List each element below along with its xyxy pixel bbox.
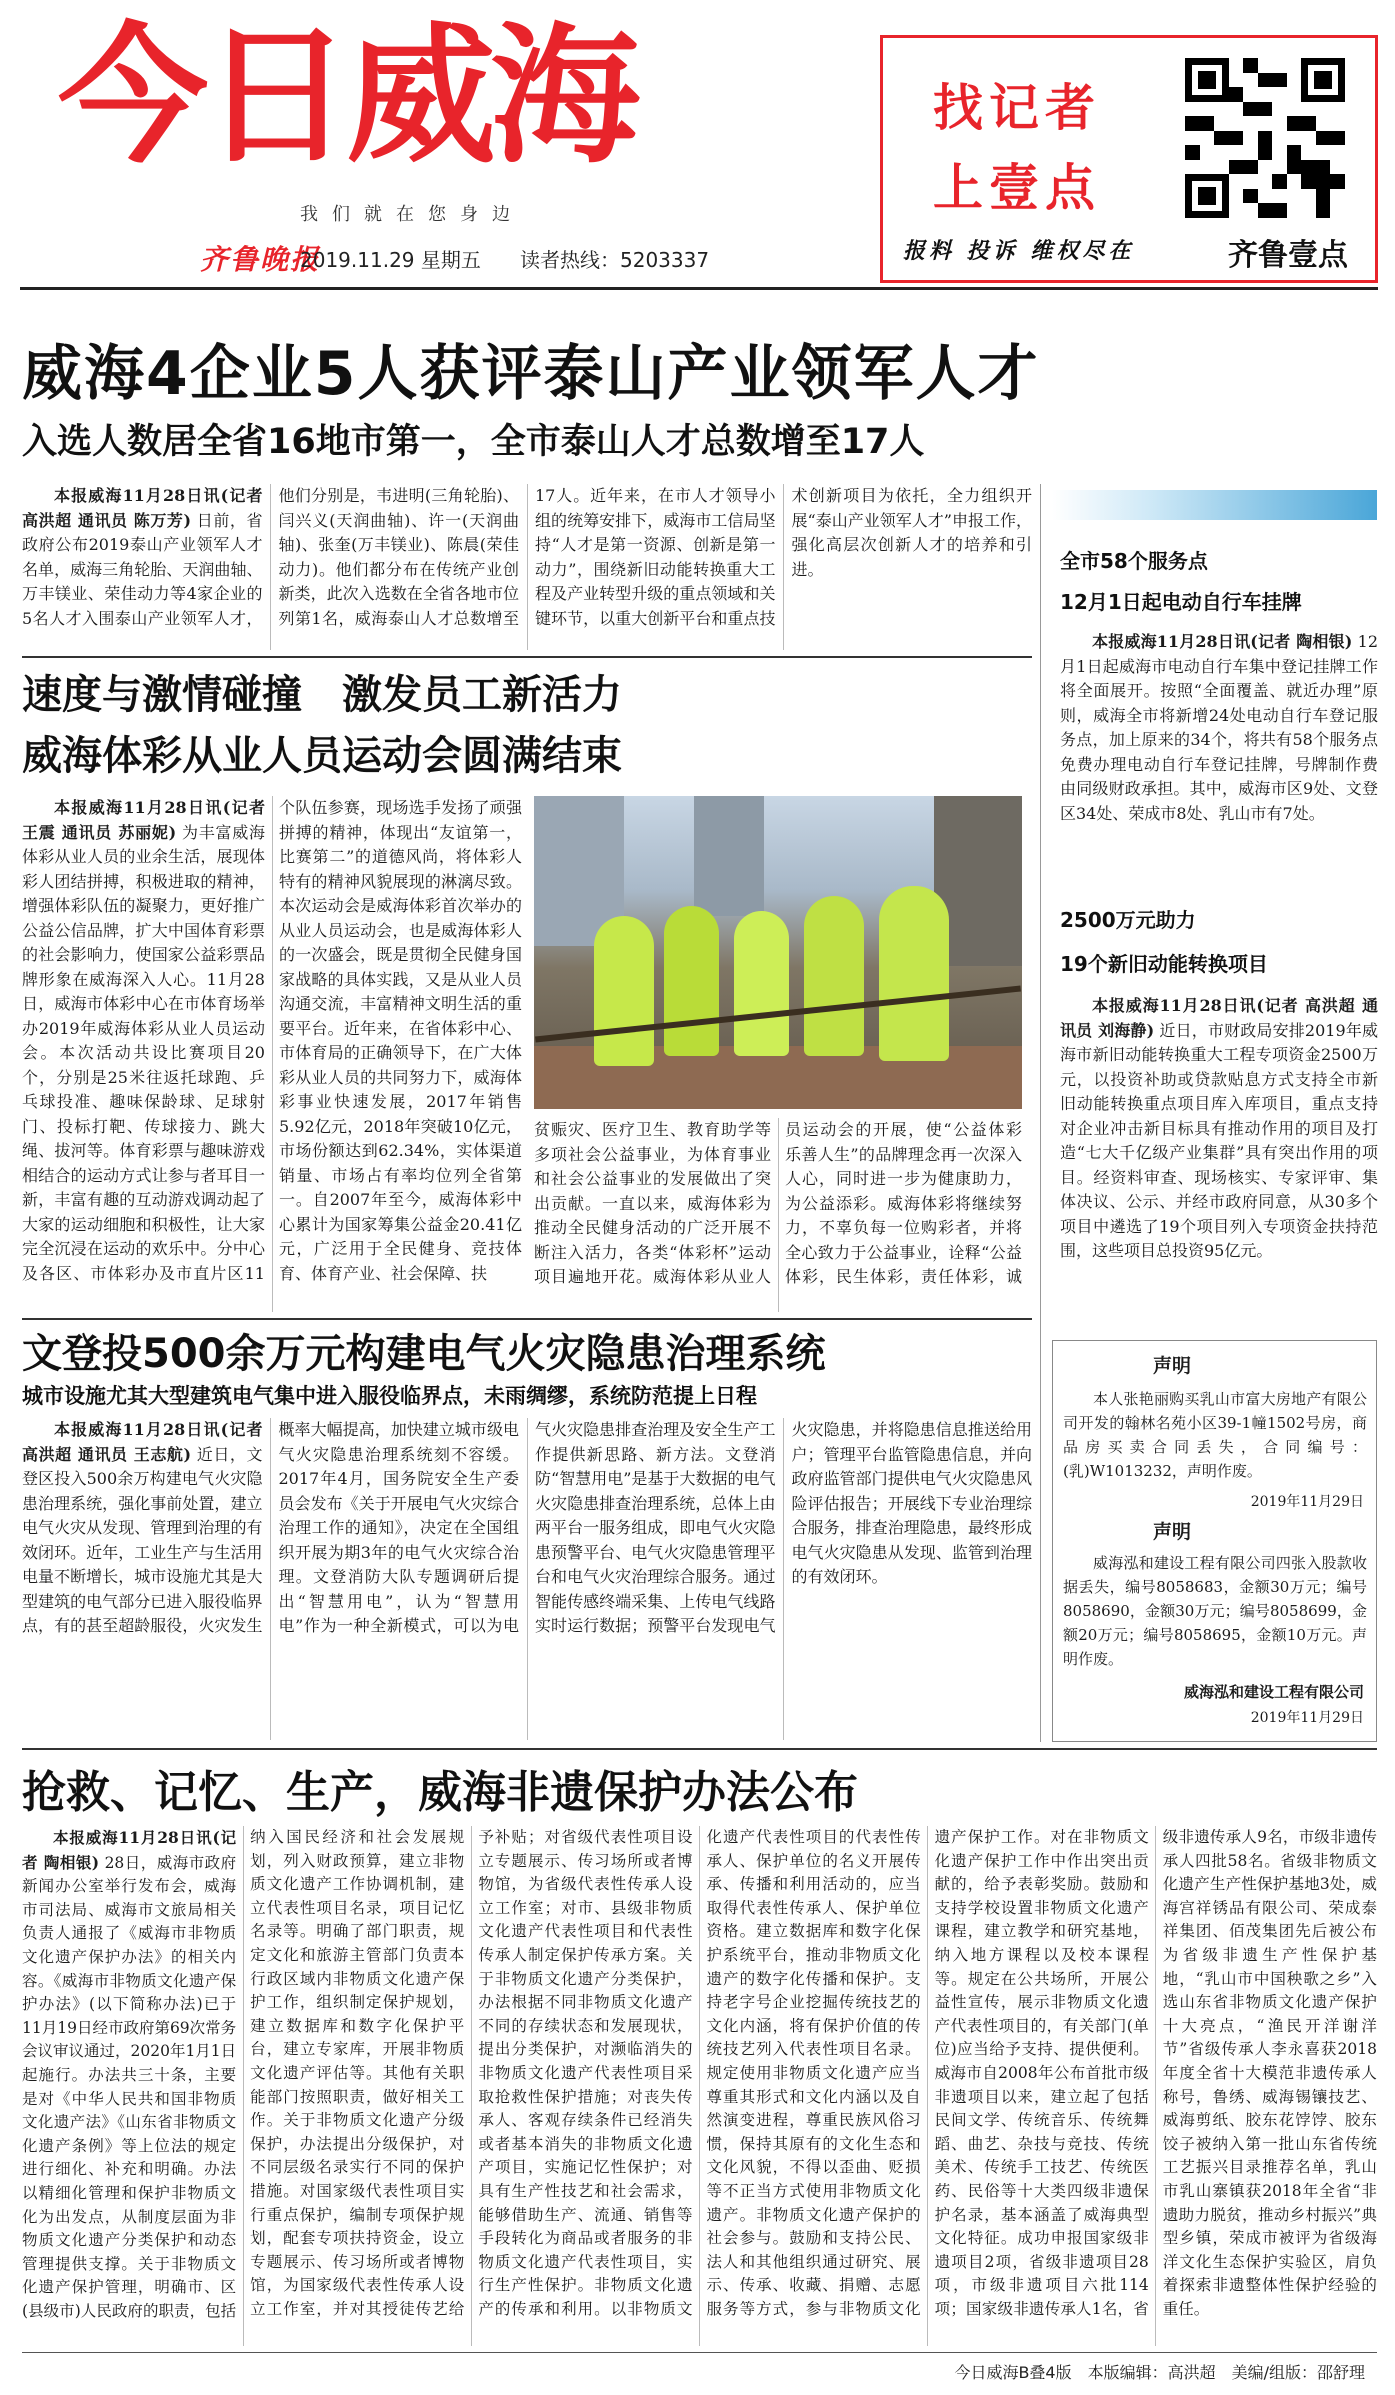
issue-date: 2019.11.29 星期五: [300, 248, 481, 272]
a2-text2: 贫赈灾、医疗卫生、教育助学等多项社会公益事业，为体育事业和社会公益事业的发展做出了突出贡献。一直以来，威海体彩为推动全民健身活动的广泛开展不断注入活力，各类“体彩杯”运动项目遍地开花。威海体彩从业人员运动会的开展，使“公益体彩 乐善人生”的品牌理念再一次深入人心，同时进一步为健康助力，为公益添彩。威海体彩将继续努力，不辜负每一位购彩者，并将全心致力于公益事业，诠释“公益体彩，民生体彩，责任体彩，诚: [534, 1120, 1022, 1286]
masthead-divider: [20, 287, 1378, 290]
a2-byline: 本报威海11月28日讯(记者 王震 通讯员 苏丽妮): [22, 798, 265, 842]
a1-headline: 威海4企业5人获评泰山产业领军人才: [22, 339, 1040, 409]
a4-byline: 本报威海11月28日讯(记者 陶相银): [22, 1828, 237, 1872]
brand-logo: 齐鲁壹点: [1228, 238, 1348, 273]
a3-headline: 文登投500余万元构建电气火灾隐患治理系统: [22, 1331, 826, 1377]
qr-code-icon: [1185, 58, 1345, 218]
side2-title1: 2500万元助力: [1060, 908, 1196, 932]
paper-logo: 齐鲁晚报: [200, 243, 321, 276]
a2-divider: [22, 1318, 1032, 1320]
photo-team: [879, 886, 949, 1061]
page-footer: 今日威海B叠4版 本版编辑：高洪超 美编/组版：邵舒理: [954, 2363, 1365, 2382]
tug-of-war-photo: [534, 796, 1022, 1109]
photo-team: [664, 906, 719, 1056]
side2-text: 近日，市财政局安排2019年威海市新旧动能转换重大工程专项资金2500万元，以投资补助或贷款贴息方式支持全市新旧动能转换重点项目库入库项目，重点支持对企业冲击新目标具有推动作用的项目及打造“七大千亿级产业集群”具有突出作用的项目。经资料审查、现场核实、专家评审、集体决议、公示、并经市政府同意，从30多个项目中遴选了19个项目列入专项资金扶持范围，这些项目总投资95亿元。: [1060, 1020, 1378, 1260]
slogan: 我们就在您身边: [300, 204, 524, 225]
notice2-title: 声明: [1153, 1521, 1192, 1543]
a1-divider: [22, 656, 1032, 658]
side1-title1: 全市58个服务点: [1060, 549, 1208, 573]
photo-team: [804, 896, 864, 1056]
a2-body-left: [22, 796, 522, 1312]
notice2-date: 2019年11月29日: [1250, 1710, 1364, 1726]
photo-team: [594, 916, 654, 1066]
notice2-org: 威海泓和建设工程有限公司: [1183, 1683, 1364, 1701]
footer-rule: [22, 2352, 1377, 2353]
promo-box: [880, 35, 1378, 283]
a1-text: 日前，省政府公布2019泰山产业领军人才名单，威海三角轮胎、天润曲轴、万丰镁业、荣佳动力等4家企业的5名人才入围泰山产业领军人才，他们分别是，韦进明(三角轮胎)、闫兴义(天润曲轴)、许一(天润曲轴)、张奎(万丰镁业)、陈晨(荣佳动力)。他们都分布在传统产业创新类，此次入选数在全省各地市位列第1名，威海泰山人才总数增至17人。近年来，在市人才领导小组的统筹安排下，威海市工信局坚持“人才是第一资源、创新是第一动力”，围绕新旧动能转换重大工程及产业转型升级的重点领域和关键环节，以重大创新平台和重点技术创新项目为依托，全力组织开展“泰山产业领军人才”申报工作，强化高层次创新人才的培养和引进。: [22, 486, 1032, 628]
a1-byline: 本报威海11月28日讯(记者 高洪超 通讯员 陈万芳): [22, 486, 263, 530]
a1-subheadline: 入选人数居全省16地市第一，全市泰山人才总数增至17人: [22, 422, 925, 462]
notice2-text: 威海泓和建设工程有限公司四张入股款收据丢失，编号8058683，金额30万元；编号8058690，金额30万元；编号8058699，金额20万元；编号8058695，金额10万元。声明作废。: [1063, 1554, 1367, 1668]
a2-subheadline: 威海体彩从业人员运动会圆满结束: [22, 733, 622, 779]
a3-divider: [22, 1748, 1377, 1750]
a3-text: 近日，文登区投入500余万构建电气火灾隐患治理系统，强化事前处置，建立电气火灾从发现、管理到治理的有效闭环。近年，工业生产与生活用电量不断增长，城市设施尤其是大型建筑的电气部分已进入服役临界点，有的甚至超龄服役，火灾发生概率大幅提高，加快建立城市级电气火灾隐患治理系统刻不容缓。2017年4月，国务院安全生产委员会发布《关于开展电气火灾综合治理工作的通知》，决定在全国组织开展为期3年的电气火灾综合治理。文登消防大队专题调研后提出“智慧用电”，认为“智慧用电”作为一种全新模式，可以为电气火灾隐患排查治理及安全生产工作提供新思路、新方法。文登消防“智慧用电”是基于大数据的电气火灾隐患排查治理系统，总体上由两平台一服务组成，即电气火灾隐患预警平台、电气火灾隐患管理平台和电气火灾治理综合服务。通过智能传感终端采集、上传电气线路实时运行数据；预警平台发现电气火灾隐患，并将隐患信息推送给用户；管理平台监管隐患信息，并向政府监管部门提供电气火灾隐患风险评估报告；开展线下专业治理综合服务，排查治理隐患，最终形成电气火灾隐患从发现、监管到治理的有效闭环。: [22, 1420, 1032, 1635]
side2-byline: 本报威海11月28日讯(记者 高洪超 通讯员 刘海静): [1060, 996, 1378, 1040]
a3-subheadline: 城市设施尤其大型建筑电气集中进入服役临界点，未雨绸缪，系统防范提上日程: [22, 1384, 757, 1408]
photo-team: [734, 911, 789, 1056]
a3-byline: 本报威海11月28日讯(记者 高洪超 通讯员 王志航): [22, 1420, 263, 1464]
side2-title2: 19个新旧动能转换项目: [1060, 952, 1268, 976]
notice1-date: 2019年11月29日: [1250, 1494, 1364, 1510]
notice-box: [1052, 1340, 1377, 1742]
a3-body: [22, 1418, 1032, 1740]
photo-building: [694, 796, 764, 916]
a4-body: [22, 1826, 1377, 2346]
side1-byline: 本报威海11月28日讯(记者 陶相银): [1092, 632, 1353, 651]
a4-text: 28日，威海市政府新闻办公室举行发布会，威海市司法局、威海市文旅局相关负责人通报了《威海市非物质文化遗产保护办法》的相关内容。《威海市非物质文化遗产保护办法》(以下简称办法)已于11月19日经市政府第69次常务会议审议通过，2020年1月1日起施行。办法共三十条，主要是对《中华人民共和国非物质文化遗产法》《山东省非物质文化遗产条例》等上位法的规定进行细化、补充和明确。办法以精细化管理和保护非物质文化为出发点，从制度层面为非物质文化遗产分类保护和动态管理提供支撑。关于非物质文化遗产保护管理，明确市、区(县级市)人民政府的职责，包括纳入国民经济和社会发展规划，列入财政预算，建立非物质文化遗产工作协调机制，建立代表性项目名录，项目记忆名录等。明确了部门职责，规定文化和旅游主管部门负责本行政区域内非物质文化遗产保护工作，组织制定保护规划，建立数据库和数字化保护平台，建立专家库，开展非物质文化遗产评估等。其他有关职能部门按照职责，做好相关工作。关于非物质文化遗产分级保护，办法提出分级保护，对不同层级名录实行不同的保护措施。对国家级代表性项目实行重点保护，编制专项保护规划，配套专项扶持资金，设立专题展示、传习场所或者博物馆，为国家级代表性传承人设立工作室，并对其授徒传艺给予补贴；对省级代表性项目设立专题展示、传习场所或者博物馆，为省级代表性传承人设立工作室；对市、县级非物质文化遗产代表性项目和代表性传承人制定保护传承方案。关于非物质文化遗产分类保护，办法根据不同非物质文化遗产不同的存续状态和发展现状，提出分类保护，对濒临消失的非物质文化遗产代表性项目采取抢救性保护措施；对丧失传承人、客观存续条件已经消失或者基本消失的非物质文化遗产项目，实施记忆性保护；对具有生产性技艺和社会需求，能够借助生产、流通、销售等手段转化为商品或者服务的非物质文化遗产代表性项目，实行生产性保护。非物质文化遗产的传承和利用。以非物质文化遗产代表性项目的代表性传承人、保护单位的名义开展传承、传播和利用活动的，应当取得代表性传承人、保护单位资格。建立数据库和数字化保护系统平台，推动非物质文化遗产的数字化传播和保护。支持老字号企业挖掘传统技艺的文化内涵，将有保护价值的传统技艺列入代表性项目名录。规定使用非物质文化遗产应当尊重其形式和文化内涵以及自然演变进程，尊重民族风俗习惯，保持其原有的文化生态和文化风貌，不得以歪曲、贬损等不正当方式使用非物质文化遗产。非物质文化遗产保护的社会参与。鼓励和支持公民、法人和其他组织通过研究、展示、传承、收藏、捐赠、志愿服务等方式，参与非物质文化遗产保护工作。对在非物质文化遗产保护工作中作出突出贡献的，给予表彰奖励。鼓励和支持学校设置非物质文化遗产课程，建立教学和研究基地，纳入地方课程以及校本课程等。规定在公共场所，开展公益性宣传，展示非物质文化遗产代表性项目的，有关部门(单位)应当给予支持、提供便利。威海市自2008年公布首批市级非遗项目以来，建立起了包括民间文学、传统音乐、传统舞蹈、曲艺、杂技与竞技、传统美术、传统手工技艺、传统医药、民俗等十大类四级非遗保护名录，基本涵盖了威海典型文化特征。成功申报国家级非遗项目2项，省级非遗项目28项，市级非遗项目六批114项；国家级非遗传承人1名，省级非遗传承人9名，市级非遗传承人四批58名。省级非物质文化遗产生产性保护基地3处，威海宫祥锈品有限公司、荣成泰祥集团、佰茂集团先后被公布为省级非遗生产性保护基地，“乳山市中国秧歌之乡”入选山东省非物质文化遗产保护十大亮点，“渔民开洋谢洋节”省级传承人李永喜获2018年度全省十大模范非遗传承人称号，鲁绣、威海锡镶技艺、威海剪纸、胶东花饽饽、胶东饺子被纳入第一批山东省传统工艺振兴目录推荐名单，乳山市乳山寨镇获2018年全省“非遗助力脱贫，推动乡村振兴”典型乡镇，荣成市被评为省级海洋文化生态保护实验区，肩负着探索非遗整体性保护经验的重任。: [22, 1828, 1377, 2320]
a2-text1: 为丰富威海体彩从业人员的业余生活，展现体彩人团结拼搏，积极进取的精神，增强体彩队伍的凝聚力，更好推广公益公信品牌，扩大中国体育彩票的社会影响力，使国家公益彩票品牌形象在威海深入人心。11月28日，威海市体彩中心在市体育场举办2019年威海体彩从业人员运动会。本次活动共设比赛项目20个，分别是25米往返托球跑、乒乓球投准、趣味保龄球、足球射门、投标打靶、传球接力、跳大绳、拔河等。体育彩票与趣味游戏相结合的运动方式让参与者耳目一新，丰富有趣的互动游戏调动起了大家的运动细胞和积极性，让大家完全沉浸在运动的欢乐中。分中心及各区、市体彩办及市直片区11个队伍参赛，现场选手发扬了顽强拼搏的精神，体现出“友谊第一，比赛第二”的道德风尚，将体彩人特有的精神风貌展现的淋漓尽致。本次运动会是威海体彩首次举办的从业人员运动会，也是威海体彩人的一次盛会，既是贯彻全民健身国家战略的具体实践，又是从业人员沟通交流，丰富精神文明生活的重要平台。近年来，在省体彩中心、市体育局的正确领导下，在广大体彩从业人员的共同努力下，威海体彩事业快速发展，2017年销售5.92亿元，2018年突破10亿元，市场份额达到62.34%，实体渠道销量、市场占有率均位列全省第一。自2007年至今，威海体彩中心累计为国家筹集公益金20.41亿元，广泛用于全民健身、竞技体育、体育产业、社会保障、扶: [22, 798, 522, 1283]
notice1-text: 本人张艳丽购买乳山市富大房地产有限公司开发的翰林名苑小区39-1幢1502号房，商品房买卖合同丢失，合同编号：(乳)W1013232，声明作废。: [1063, 1390, 1367, 1480]
sidebar-header-bar: [1052, 490, 1377, 520]
a1-body: [22, 484, 1032, 650]
sidebar-rule: [1040, 484, 1041, 1742]
a2-headline: 速度与激情碰撞 激发员工新活力: [22, 672, 622, 718]
hotline: 读者热线：5203337: [520, 248, 710, 272]
promo-line2: 上壹点: [933, 159, 1101, 217]
a2-body-right: [534, 1118, 1022, 1312]
side1-title2: 12月1日起电动自行车挂牌: [1060, 590, 1302, 614]
side1-text: 12月1日起威海市电动自行车集中登记挂牌工作将全面展开。按照“全面覆盖、就近办理”原则，威海全市将新增24处电动自行车登记服务点，加上原来的34个，将共有58个服务点免费办理电动自行车登记挂牌，号牌制作费由同级财政承担。其中，威海市区9处、文登区34处、荣成市8处、乳山市有7处。: [1060, 632, 1378, 823]
side1-body: [1060, 630, 1378, 878]
masthead-title: 今日威海: [58, 10, 635, 184]
side2-body: [1060, 994, 1378, 1332]
promo-subline: 报料 投诉 维权尽在: [903, 238, 1135, 264]
a4-headline: 抢救、记忆、生产，威海非遗保护办法公布: [22, 1767, 858, 1818]
notice1-title: 声明: [1153, 1355, 1192, 1377]
promo-line1: 找记者: [933, 79, 1101, 137]
